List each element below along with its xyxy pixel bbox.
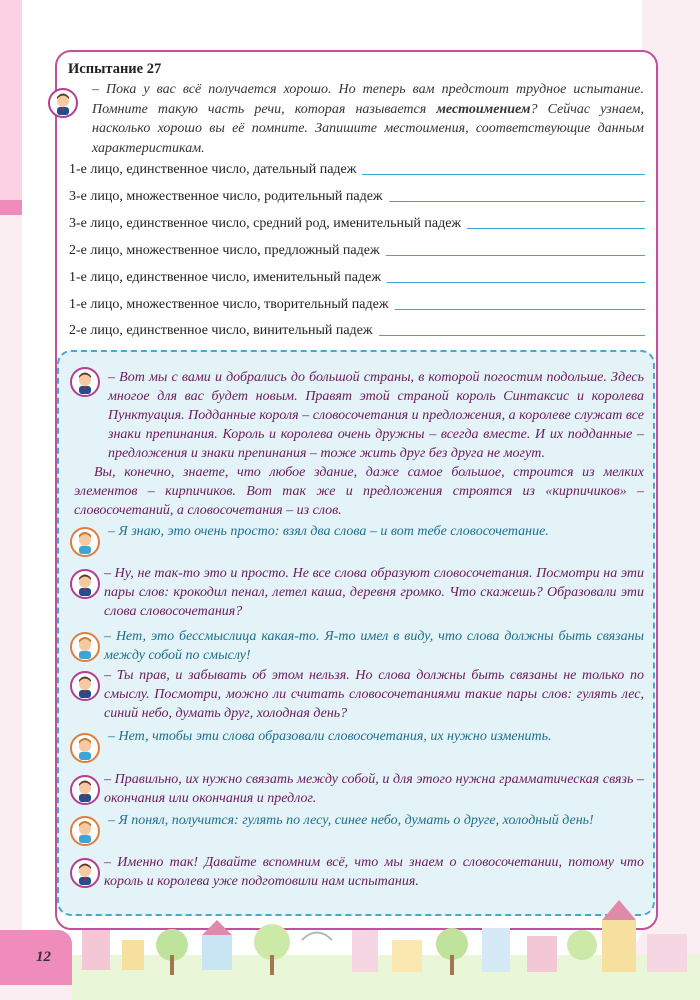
dialog-line-teacher: – Вот мы с вами и добрались до большой страны, в которой погостим подольше. Здесь многое для вас будет новым. Правят этой страной король Синтаксис и королева Пунктуация. Подданные короля – словосочетания и предложения, а королеве служат все знаки препинания. Король и королева очень дружны – всегда вместе. И их подданные – предложения и знаки препинания – тоже жить друг без друга не могут. — [108, 370, 644, 461]
dialog-line-teacher: – Ну, не так-то это и просто. Не все слова образуют словосочетания. Посмотри на эти пары слов: крокодил пенал, летел каша, деревня громко. Что скажешь? Образовали эти слова словосочетания? — [104, 566, 644, 619]
teacher-avatar-icon — [70, 367, 100, 397]
exercise-line: 2-е лицо, единственное число, винительный падеж — [69, 323, 645, 339]
answer-field[interactable] — [379, 335, 645, 336]
dialog-line-student: – Я знаю, это очень просто: взял два слова – и вот тебе словосочетание. — [108, 524, 549, 539]
answer-field[interactable] — [395, 309, 645, 310]
exercise-line: 2-е лицо, множественное число, предложный падеж — [69, 243, 645, 259]
answer-field[interactable] — [467, 228, 645, 229]
student-avatar-icon — [70, 733, 100, 763]
exercise-line: 3-е лицо, единственное число, средний род, именительный падеж — [69, 216, 645, 232]
page-number: 12 — [36, 949, 51, 965]
student-avatar-icon — [70, 527, 100, 557]
teacher-avatar-icon — [70, 775, 100, 805]
intro-text: – Пока у вас всё получается хорошо. Но теперь вам предстоит трудное испытание. Помните такую часть речи, которая называется местоимением? Сейчас узнаем, насколько хорошо вы её помните. Запишите местоимения, соответствующие данным характеристикам. — [92, 82, 644, 156]
dialog-line-student: – Нет, чтобы эти слова образовали словосочетания, их нужно изменить. — [108, 729, 552, 744]
exercise-line: 3-е лицо, множественное число, родительный падеж — [69, 189, 645, 205]
dialog-line-student: – Я понял, получится: гулять по лесу, синее небо, думать о друге, холодный день! — [108, 813, 594, 828]
teacher-avatar-icon — [70, 569, 100, 599]
answer-field[interactable] — [389, 201, 645, 202]
dialog-line-student: – Нет, это бессмыслица какая-то. Я-то имел в виду, что слова должны быть связаны между собой по смыслу! — [104, 629, 644, 663]
dialog-line-teacher: – Именно так! Давайте вспомним всё, что мы знаем о словосочетании, потому что король и королева уже подготовили нам испытания. — [104, 855, 644, 889]
teacher-avatar-icon — [70, 671, 100, 701]
test-title: Испытание 27 — [68, 61, 162, 77]
exercise-line: 1-е лицо, единственное число, именительный падеж — [69, 270, 645, 286]
dialog-line-teacher: – Ты прав, и забывать об этом нельзя. Но слова должны быть связаны не только по смыслу. Посмотри, можно ли считать словосочетаниями такие пары слов: гулять лес, синий небо, думать друг, холодная день? — [104, 668, 644, 721]
answer-field[interactable] — [386, 255, 645, 256]
student-avatar-icon — [70, 632, 100, 662]
dialog-line-teacher: – Правильно, их нужно связать между собой, и для этого нужна грамматическая связь – окончания или окончания и предлог. — [104, 772, 644, 806]
exercise-line: 1-е лицо, единственное число, дательный падеж — [69, 162, 645, 178]
teacher-avatar-icon — [70, 858, 100, 888]
answer-field[interactable] — [387, 282, 645, 283]
student-avatar-icon — [70, 816, 100, 846]
town-scenery — [72, 900, 700, 1000]
narration-paragraph: Вы, конечно, знаете, что любое здание, даже самое большое, строится из мелких элементов – кирпичиков. Вот так же и предложения строятся из «кирпичиков» – словосочетаний, а словосочетания – из слов. — [74, 465, 644, 518]
exercise-line: 1-е лицо, множественное число, творительный падеж — [69, 297, 645, 313]
teacher-avatar-icon — [48, 88, 78, 118]
answer-field[interactable] — [362, 174, 645, 175]
